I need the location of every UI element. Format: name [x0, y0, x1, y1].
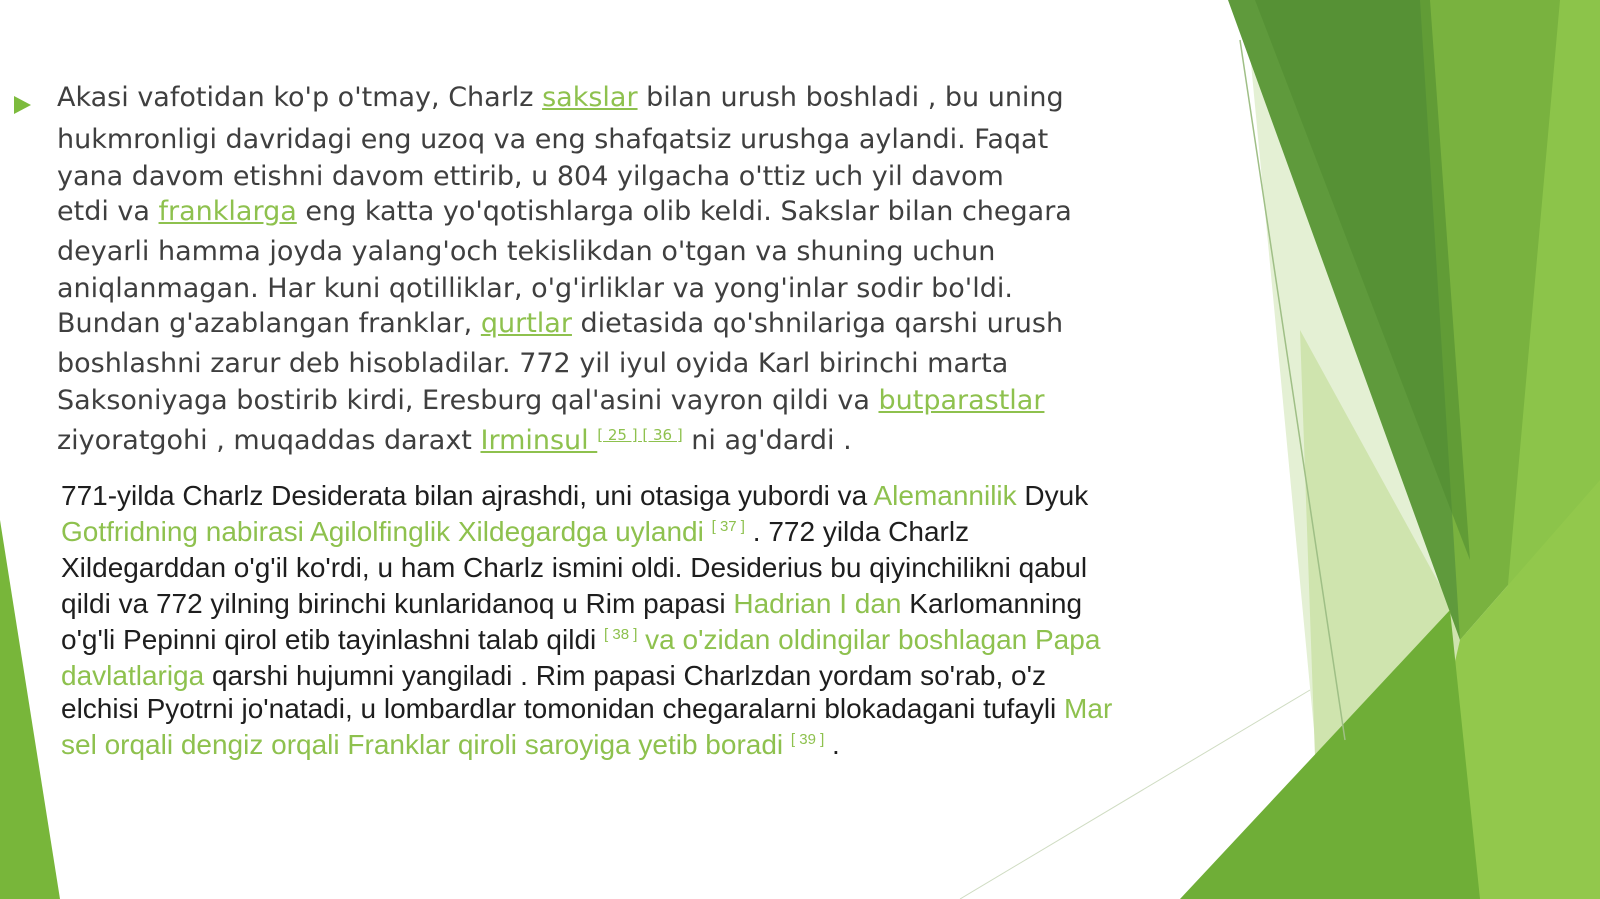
paragraph1-line [57, 348, 1237, 385]
body-text: qarshi hujumni yangiladi . Rim papasi Charlzdan yordam so'rab, o'z [204, 660, 1046, 691]
hyperlink-text[interactable]: Hadrian I dan [733, 588, 902, 619]
citation-ref[interactable]: [ 39 ] [790, 731, 825, 748]
paragraph2-line [61, 693, 1221, 729]
hyperlink[interactable]: butparastlar [878, 385, 1045, 416]
body-text: 771-yilda Charlz Desiderata bilan ajrashdi, uni otasiga yubordi va [61, 480, 874, 511]
paragraph2-line [61, 624, 1221, 660]
hyperlink[interactable]: sakslar [542, 82, 638, 113]
citation-ref[interactable]: [ 38 ] [604, 626, 638, 643]
body-text: Akasi vafotidan ko'p o'tmay, Charlz [57, 82, 543, 113]
hyperlink-text[interactable]: Mar [1064, 693, 1113, 724]
body-text: yana davom etishni davom ettirib, u 804 yilgacha o'ttiz uch yil davom [57, 161, 1004, 192]
paragraph1-line [57, 425, 1237, 465]
paragraph2-line [61, 516, 1221, 552]
body-text: dietasida qo'shnilariga qarshi urush [571, 308, 1064, 339]
body-text: . 772 yilda Charlz [744, 516, 970, 547]
body-text: deyarli hamma joyda yalang'och tekislikdan o'tgan va shuning uchun [57, 236, 996, 267]
body-text: elchisi Pyotrni jo'natadi, u lombardlar tomonidan chegaralarni blokadagani tufayli [61, 693, 1065, 724]
paragraph1-line [57, 308, 1237, 348]
body-text: aniqlanmagan. Har kuni qotilliklar, o'g'irliklar va yong'inlar sodir bo'ldi. [57, 273, 1013, 304]
body-text: Saksoniyaga bostirib kirdi, Eresburg qal'asini vayron qildi va [57, 385, 879, 416]
hyperlink-text[interactable]: Alemannilik [873, 480, 1017, 511]
body-text: . [824, 729, 840, 760]
paragraph2-line [61, 729, 1221, 761]
paragraph2-line [61, 660, 1221, 693]
triangle-bullet-icon [14, 96, 31, 114]
paragraph1-line [57, 161, 1237, 196]
left-green-sliver [0, 520, 60, 899]
hyperlink[interactable]: Irminsul [480, 425, 598, 456]
body-text: Xildegarddan o'g'il ko'rdi, u ham Charlz ismini oldi. Desiderius bu qiyinchilikni qabul [61, 552, 1088, 583]
paragraph1-line [57, 82, 1237, 124]
paragraph2-line [61, 588, 1221, 624]
body-text: hukmronligi davridagi eng uzoq va eng shafqatsiz urushga aylandi. Faqat [57, 124, 1049, 155]
body-text: Karlomanning [901, 588, 1083, 619]
body-text: Dyuk [1016, 480, 1089, 511]
hyperlink-text[interactable]: va o'zidan oldingilar boshlagan Papa [637, 624, 1101, 655]
hyperlink-text[interactable]: davlatlariga [61, 660, 205, 691]
citation-ref[interactable]: [ 37 ] [711, 518, 745, 535]
hyperlink[interactable]: qurtlar [480, 308, 572, 339]
citation-ref[interactable]: [ 25 ] [ 36 ] [597, 426, 683, 444]
paragraph1-line [57, 385, 1237, 425]
paragraph1-line [57, 196, 1237, 236]
body-text: ziyoratgohi , muqaddas daraxt [57, 425, 481, 456]
body-text: o'g'li Pepinni qirol etib tayinlashni talab qildi [61, 624, 605, 655]
body-text: boshlashni zarur deb hisobladilar. 772 yil iyul oyida Karl birinchi marta [57, 348, 1009, 379]
hyperlink-text[interactable]: Gotfridning nabirasi Agilolfinglik Xildegardga uylandi [61, 516, 712, 547]
paragraph2-line [61, 552, 1221, 588]
body-text: eng katta yo'qotishlarga olib keldi. Sakslar bilan chegara [296, 196, 1072, 227]
paragraph-2 [61, 480, 1221, 761]
paragraph1-line [57, 273, 1237, 308]
paragraph1-line [57, 236, 1237, 273]
body-text: bilan urush boshladi , bu uning [637, 82, 1064, 113]
hyperlink[interactable]: franklarga [158, 196, 297, 227]
body-text: etdi va [57, 196, 159, 227]
paragraph2-line [61, 480, 1221, 516]
body-text: ni ag'dardi . [682, 425, 852, 456]
body-text: qildi va 772 yilning birinchi kunlaridanoq u Rim papasi [61, 588, 734, 619]
paragraph1-line [57, 124, 1237, 161]
paragraph-1 [57, 82, 1237, 465]
body-text: Bundan g'azablangan franklar, [57, 308, 481, 339]
hyperlink-text[interactable]: sel orqali dengiz orqali Franklar qiroli saroyiga yetib boradi [61, 729, 791, 760]
